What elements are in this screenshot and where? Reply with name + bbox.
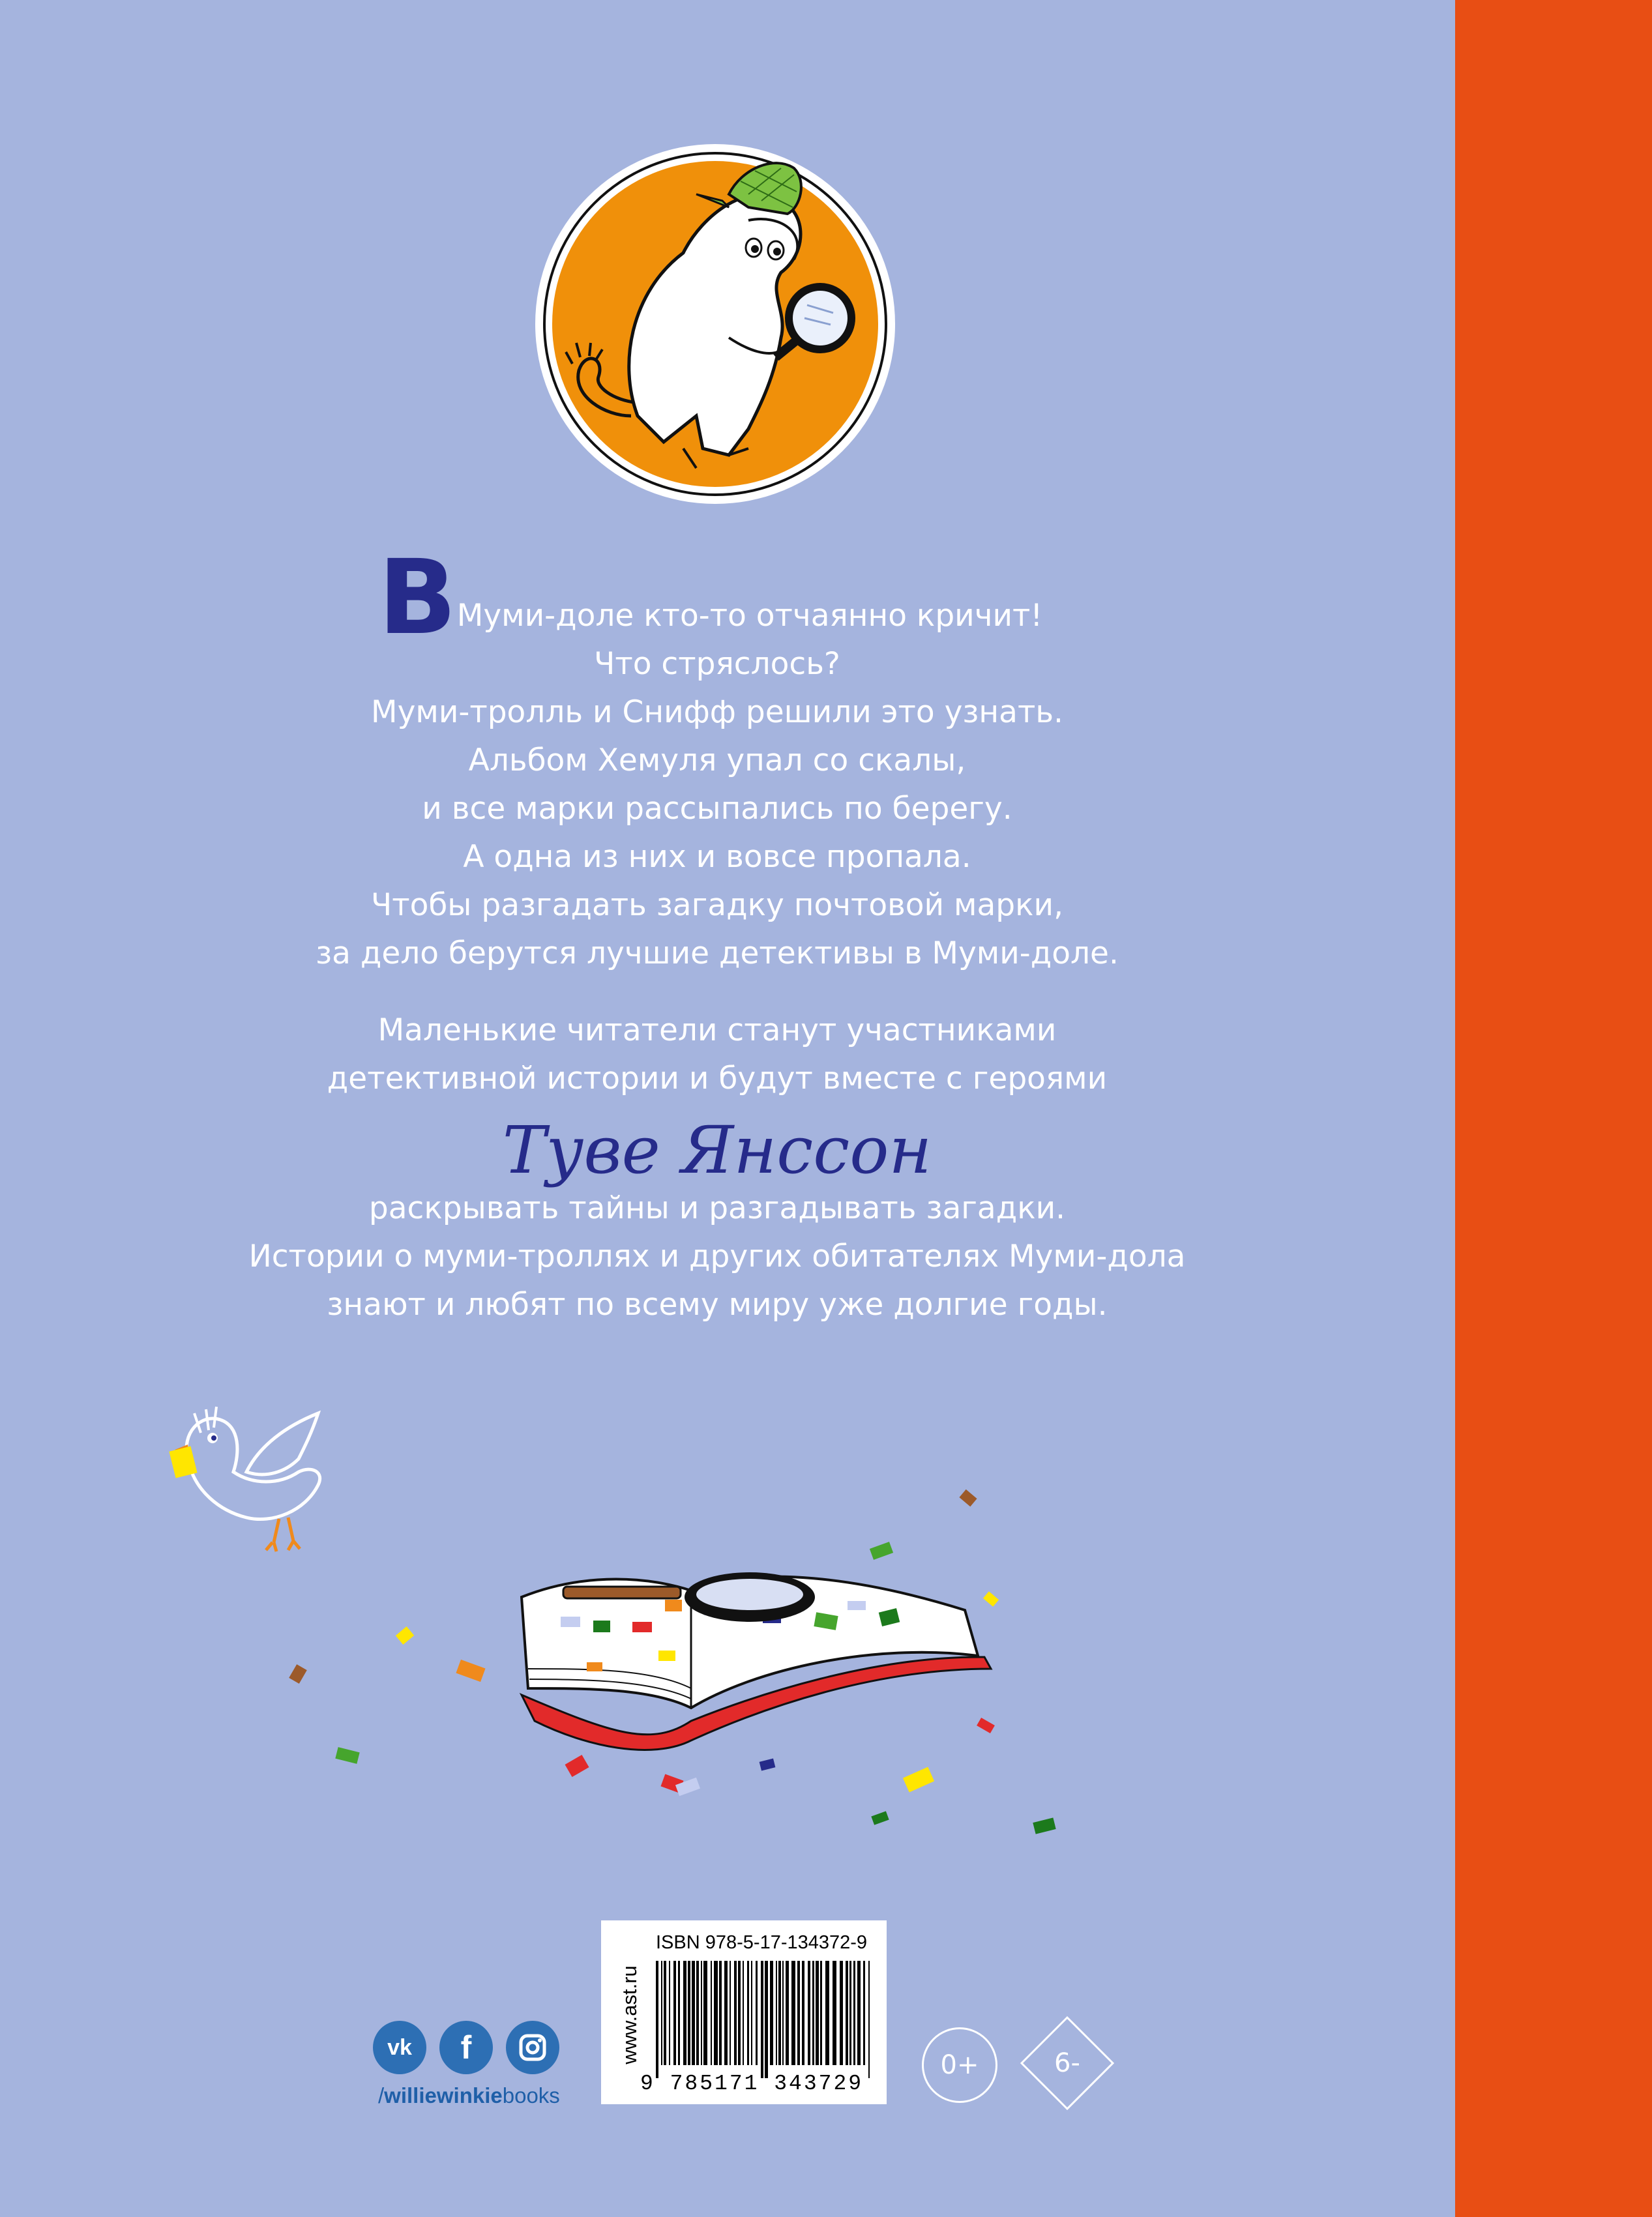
closing-line: Истории о муми-троллях и других обитателях Муми-дола: [248, 1239, 1186, 1274]
intro-line: Муми-доле кто-то отчаянно кричит!: [456, 598, 1043, 634]
barcode-bar: [719, 1961, 722, 2065]
closing-line: знают и любят по всему миру уже долгие годы.: [327, 1287, 1108, 1323]
vk-icon[interactable]: vk: [373, 2021, 426, 2074]
readers-paragraph: [248, 1006, 1187, 1103]
moomin-detective-emblem: [533, 142, 897, 506]
barcode-bar: [656, 1961, 658, 2078]
instagram-icon[interactable]: [506, 2021, 559, 2074]
isbn-number: ISBN 978-5-17-134372-9: [656, 1932, 868, 1953]
barcode-bar: [825, 1961, 829, 2065]
barcode-bar: [808, 1961, 810, 2065]
barcode-bar: [833, 1961, 836, 2065]
readers-line: Маленькие читатели станут участниками: [377, 1012, 1057, 1048]
barcode-bar: [778, 1961, 781, 2065]
intro-line: Муми-тролль и Снифф решили это узнать.: [371, 694, 1063, 730]
barcode-bar: [683, 1961, 686, 2065]
barcode-bar: [751, 1961, 752, 2065]
closing-line: раскрывать тайны и разгадывать загадки.: [368, 1190, 1066, 1226]
barcode-bars: [656, 1961, 871, 2078]
intro-line: Что стряслось?: [594, 646, 840, 682]
barcode-bar: [782, 1961, 784, 2065]
barcode-bar: [714, 1961, 718, 2065]
barcode-bar: [724, 1961, 728, 2065]
barcode-bar: [816, 1961, 819, 2065]
barcode-bar: [786, 1961, 789, 2065]
barcode-bar: [673, 1961, 676, 2065]
intro-line: и все марки рассыпались по берегу.: [422, 791, 1012, 827]
readers-line: детективной истории и будут вместе с героями: [327, 1061, 1108, 1096]
barcode-bar: [853, 1961, 855, 2065]
intro-line: Чтобы разгадать загадку почтовой марки,: [370, 887, 1064, 923]
drop-cap: В: [378, 538, 457, 658]
barcode-bar: [688, 1961, 690, 2065]
barcode-bar: [849, 1961, 851, 2065]
camera-glyph: [518, 2033, 547, 2062]
intro-line: А одна из них и вовсе пропала.: [463, 839, 971, 875]
barcode-bar: [868, 1961, 870, 2078]
barcode-bar: [703, 1961, 707, 2065]
barcode-bar: [857, 1961, 861, 2065]
barcode-bar: [661, 1961, 662, 2065]
author-name: Туве Янссон: [502, 1112, 932, 1188]
barcode-bar: [770, 1961, 773, 2065]
barcode-bar: [765, 1961, 768, 2078]
barcode-bar: [812, 1961, 814, 2065]
stamp-album-illustration: [287, 1473, 1082, 1851]
barcode-bar: [756, 1961, 758, 2065]
barcode-bar: [802, 1961, 804, 2065]
barcode-bar: [863, 1961, 865, 2065]
barcode-bar: [797, 1961, 800, 2065]
barcode-bar: [738, 1961, 741, 2065]
barcode-bar: [791, 1961, 795, 2065]
barcode-bar: [664, 1961, 666, 2065]
barcode-bar: [776, 1961, 777, 2065]
barcode-bar: [743, 1961, 744, 2065]
barcode-bar: [711, 1961, 712, 2065]
barcode-bar: [820, 1961, 822, 2065]
intro-line: Альбом Хемуля упал со скалы,: [468, 742, 966, 778]
social-handle[interactable]: /williewinkiebooks: [378, 2083, 560, 2107]
barcode-bar: [692, 1961, 695, 2065]
age-rating-diamond: 6-: [1054, 2048, 1080, 2078]
barcode-box: [601, 1920, 887, 2104]
spine-stripe: [1455, 0, 1652, 2217]
barcode-bar: [678, 1961, 680, 2065]
barcode-bar: [747, 1961, 749, 2065]
ean-digits: 9 785171 343729: [640, 2072, 864, 2096]
closing-paragraph: [248, 1184, 1187, 1329]
barcode-bar: [846, 1961, 848, 2065]
age-rating-circle: 0+: [922, 2027, 997, 2103]
barcode-bar: [840, 1961, 843, 2065]
intro-paragraph: [248, 592, 1187, 978]
barcode-bar: [730, 1961, 731, 2065]
facebook-icon[interactable]: f: [439, 2021, 493, 2074]
barcode-bar: [761, 1961, 763, 2078]
barcode-bar: [734, 1961, 737, 2065]
publisher-url: www.ast.ru: [618, 1965, 641, 2064]
intro-line: за дело берутся лучшие детективы в Муми-доле.: [316, 935, 1119, 971]
barcode-bar: [696, 1961, 699, 2065]
barcode-bar: [669, 1961, 670, 2065]
barcode-bar: [701, 1961, 702, 2065]
